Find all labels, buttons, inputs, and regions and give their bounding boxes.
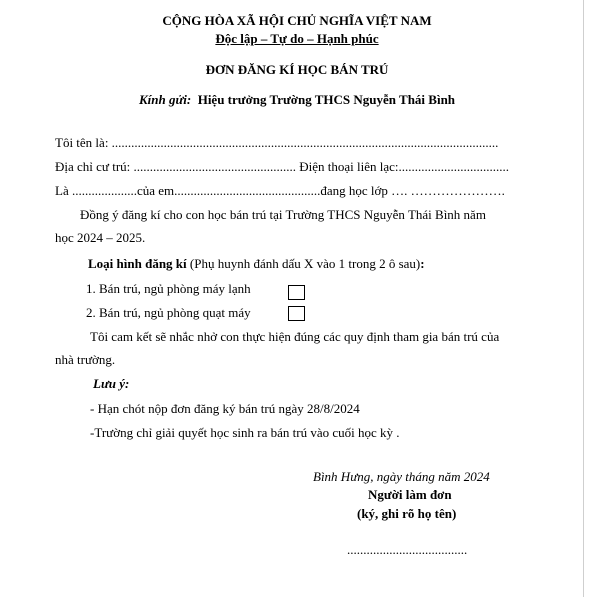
registration-colon: : [420, 256, 425, 271]
option-fan-room-checkbox[interactable] [288, 306, 305, 321]
relation-class-line: Là ....................của em.............................................đang học lớp …. …………………. [55, 183, 505, 198]
name-field-line: Tôi tên là: ....................................................................................................................... [55, 135, 499, 150]
signature-place-date: Bình Hưng, ngày tháng năm 2024 [313, 469, 490, 484]
agreement-line-2: học 2024 – 2025. [55, 230, 146, 245]
national-motto [0, 31, 594, 47]
document-title: ĐƠN ĐĂNG KÍ HỌC BÁN TRÚ [205, 62, 389, 77]
recipient-line [0, 92, 594, 108]
recipient-label: Kính gửi: [138, 92, 192, 107]
signature-signer: Người làm đơn [368, 487, 452, 502]
option-air-conditioned-checkbox[interactable] [288, 285, 305, 300]
agreement-line-1: Đồng ý đăng kí cho con học bán trú tại Trường THCS Nguyễn Thái Bình năm [80, 207, 486, 222]
page-edge [583, 0, 584, 597]
note-deadline: - Hạn chót nộp đơn đăng ký bán trú ngày 28/8/2024 [90, 401, 360, 416]
recipient-value: Hiệu trưởng Trường THCS Nguyễn Thái Bình [197, 92, 456, 107]
commitment-line-2: nhà trường. [55, 352, 116, 367]
option-fan-room: 2. Bán trú, ngủ phòng quạt máy [86, 305, 251, 320]
national-title: CỘNG HÒA XÃ HỘI CHỦ NGHĨA VIỆT NAM [162, 13, 432, 28]
notes-heading: Lưu ý: [93, 376, 130, 391]
registration-instruction: (Phụ huynh đánh dấu X vào 1 trong 2 ô sau) [186, 256, 421, 271]
address-phone-line: Địa chỉ cư trú: .................................................. Điện thoại liên lạc:.................................. [55, 159, 510, 174]
signature-instruction: (ký, ghi rõ họ tên) [357, 506, 457, 521]
signature-line: ..................................... [347, 542, 468, 557]
registration-label: Loại hình đăng kí [88, 256, 187, 271]
option-air-conditioned: 1. Bán trú, ngủ phòng máy lạnh [86, 281, 251, 296]
motto-text: Độc lập – Tự do – Hạnh phúc [215, 31, 379, 46]
registration-type-line [88, 256, 425, 272]
commitment-line-1: Tôi cam kết sẽ nhắc nhở con thực hiện đúng các quy định tham gia bán trú của [90, 329, 500, 344]
note-policy: -Trường chỉ giải quyết học sinh ra bán trú vào cuối học kỳ . [90, 425, 400, 440]
